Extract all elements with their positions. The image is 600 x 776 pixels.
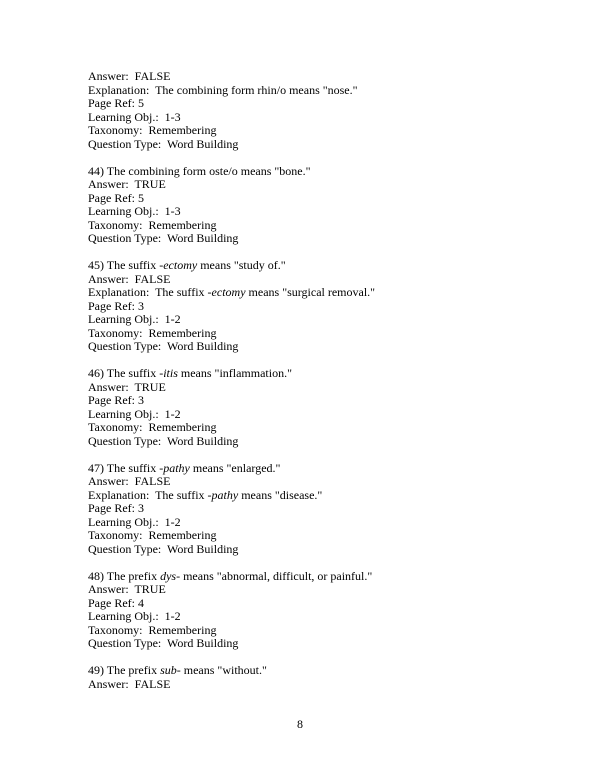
text-line (88, 232, 528, 246)
text-line (88, 624, 528, 638)
text-segment: Question Type: Word Building (88, 541, 239, 556)
text-segment: Page Ref: 3 (88, 393, 144, 407)
text-segment: Answer: FALSE (88, 474, 171, 488)
text-line (88, 165, 528, 179)
italic-term: dys- (160, 568, 181, 583)
text-segment: means "inflammation." (177, 366, 292, 380)
text-line (88, 70, 528, 84)
text-segment: Explanation: The suffix (88, 285, 208, 299)
text-line (88, 327, 528, 341)
text-segment: means "surgical removal." (245, 285, 376, 299)
text-segment: Question Type: Word Building (88, 433, 239, 448)
text-segment: means "study of." (197, 258, 286, 272)
italic-term: -ectomy (159, 258, 198, 272)
text-line (88, 313, 528, 327)
question-block (88, 165, 528, 246)
italic-term: -ectomy (207, 285, 246, 299)
text-line (88, 367, 528, 381)
text-segment: Page Ref: 4 (88, 595, 144, 610)
text-line (88, 192, 528, 206)
text-line (88, 543, 528, 557)
text-line (88, 583, 528, 597)
text-segment: Page Ref: 3 (88, 501, 144, 515)
text-segment: Learning Obj.: 1-3 (88, 109, 181, 124)
italic-term: -itis (159, 366, 178, 380)
text-segment: Learning Obj.: 1-2 (88, 609, 181, 623)
text-line (88, 475, 528, 489)
text-line (88, 421, 528, 435)
text-segment: 44) The combining form oste/o means "bone." (88, 163, 311, 178)
text-segment: Answer: FALSE (88, 271, 171, 286)
text-segment: means "without." (180, 663, 267, 677)
text-line (88, 178, 528, 192)
text-line (88, 259, 528, 273)
text-line (88, 381, 528, 395)
text-line (88, 97, 528, 111)
page-number: 8 (297, 717, 303, 731)
question-block (88, 70, 528, 151)
text-segment: Answer: FALSE (88, 676, 171, 691)
question-block (88, 259, 528, 354)
text-segment: means "enlarged." (189, 460, 281, 475)
text-line (88, 286, 528, 300)
document-body (88, 70, 528, 705)
text-line (88, 462, 528, 476)
text-line (88, 637, 528, 651)
text-line (88, 111, 528, 125)
text-segment: Taxonomy: Remembering (88, 622, 217, 637)
text-segment: Learning Obj.: 1-2 (88, 514, 181, 529)
text-line (88, 219, 528, 233)
text-line (88, 664, 528, 678)
text-line (88, 300, 528, 314)
text-line (88, 124, 528, 138)
text-line (88, 84, 528, 98)
text-segment: Question Type: Word Building (88, 136, 239, 151)
italic-term: -pathy (207, 487, 239, 502)
question-block (88, 462, 528, 557)
text-segment: means "abnormal, difficult, or painful." (180, 568, 373, 583)
text-segment: Taxonomy: Remembering (88, 325, 217, 340)
text-segment: Question Type: Word Building (88, 339, 239, 353)
text-line (88, 502, 528, 516)
text-segment: 48) The prefix (88, 568, 161, 583)
text-segment: 49) The prefix (88, 663, 161, 677)
text-line (88, 273, 528, 287)
text-line (88, 205, 528, 219)
question-block (88, 664, 528, 691)
italic-term: -pathy (159, 460, 190, 475)
italic-term: sub- (160, 663, 181, 677)
text-segment: 45) The suffix (88, 258, 160, 272)
text-segment: Answer: TRUE (88, 379, 166, 394)
text-line (88, 529, 528, 543)
text-line (88, 394, 528, 408)
text-line (88, 435, 528, 449)
text-line (88, 516, 528, 530)
text-segment: Learning Obj.: 1-3 (88, 204, 181, 218)
text-segment: Taxonomy: Remembering (88, 123, 217, 137)
text-segment: Page Ref: 5 (88, 96, 144, 110)
text-segment: Answer: TRUE (88, 177, 166, 191)
text-line (88, 570, 528, 584)
text-line (88, 340, 528, 354)
text-line (88, 597, 528, 611)
text-segment: Question Type: Word Building (88, 636, 239, 650)
text-segment: Page Ref: 5 (88, 190, 144, 205)
text-segment: Answer: TRUE (88, 582, 166, 596)
text-line (88, 408, 528, 422)
text-segment: 46) The suffix (88, 366, 160, 380)
text-segment: Question Type: Word Building (88, 231, 239, 245)
text-segment: 47) The suffix (88, 460, 160, 475)
text-segment: Taxonomy: Remembering (88, 217, 217, 232)
text-line (88, 138, 528, 152)
text-segment: means "disease." (238, 487, 323, 502)
text-segment: Explanation: The suffix (88, 487, 208, 502)
question-block (88, 570, 528, 651)
text-segment: Taxonomy: Remembering (88, 528, 217, 542)
text-line (88, 610, 528, 624)
text-segment: Taxonomy: Remembering (88, 420, 217, 434)
text-segment: Page Ref: 3 (88, 298, 144, 313)
text-segment: Learning Obj.: 1-2 (88, 312, 181, 326)
text-segment: Explanation: The combining form rhin/o means "nose." (88, 82, 358, 97)
text-line (88, 489, 528, 503)
text-segment: Answer: FALSE (88, 69, 171, 83)
text-segment: Learning Obj.: 1-2 (88, 406, 181, 421)
question-block (88, 367, 528, 448)
text-line (88, 678, 528, 692)
